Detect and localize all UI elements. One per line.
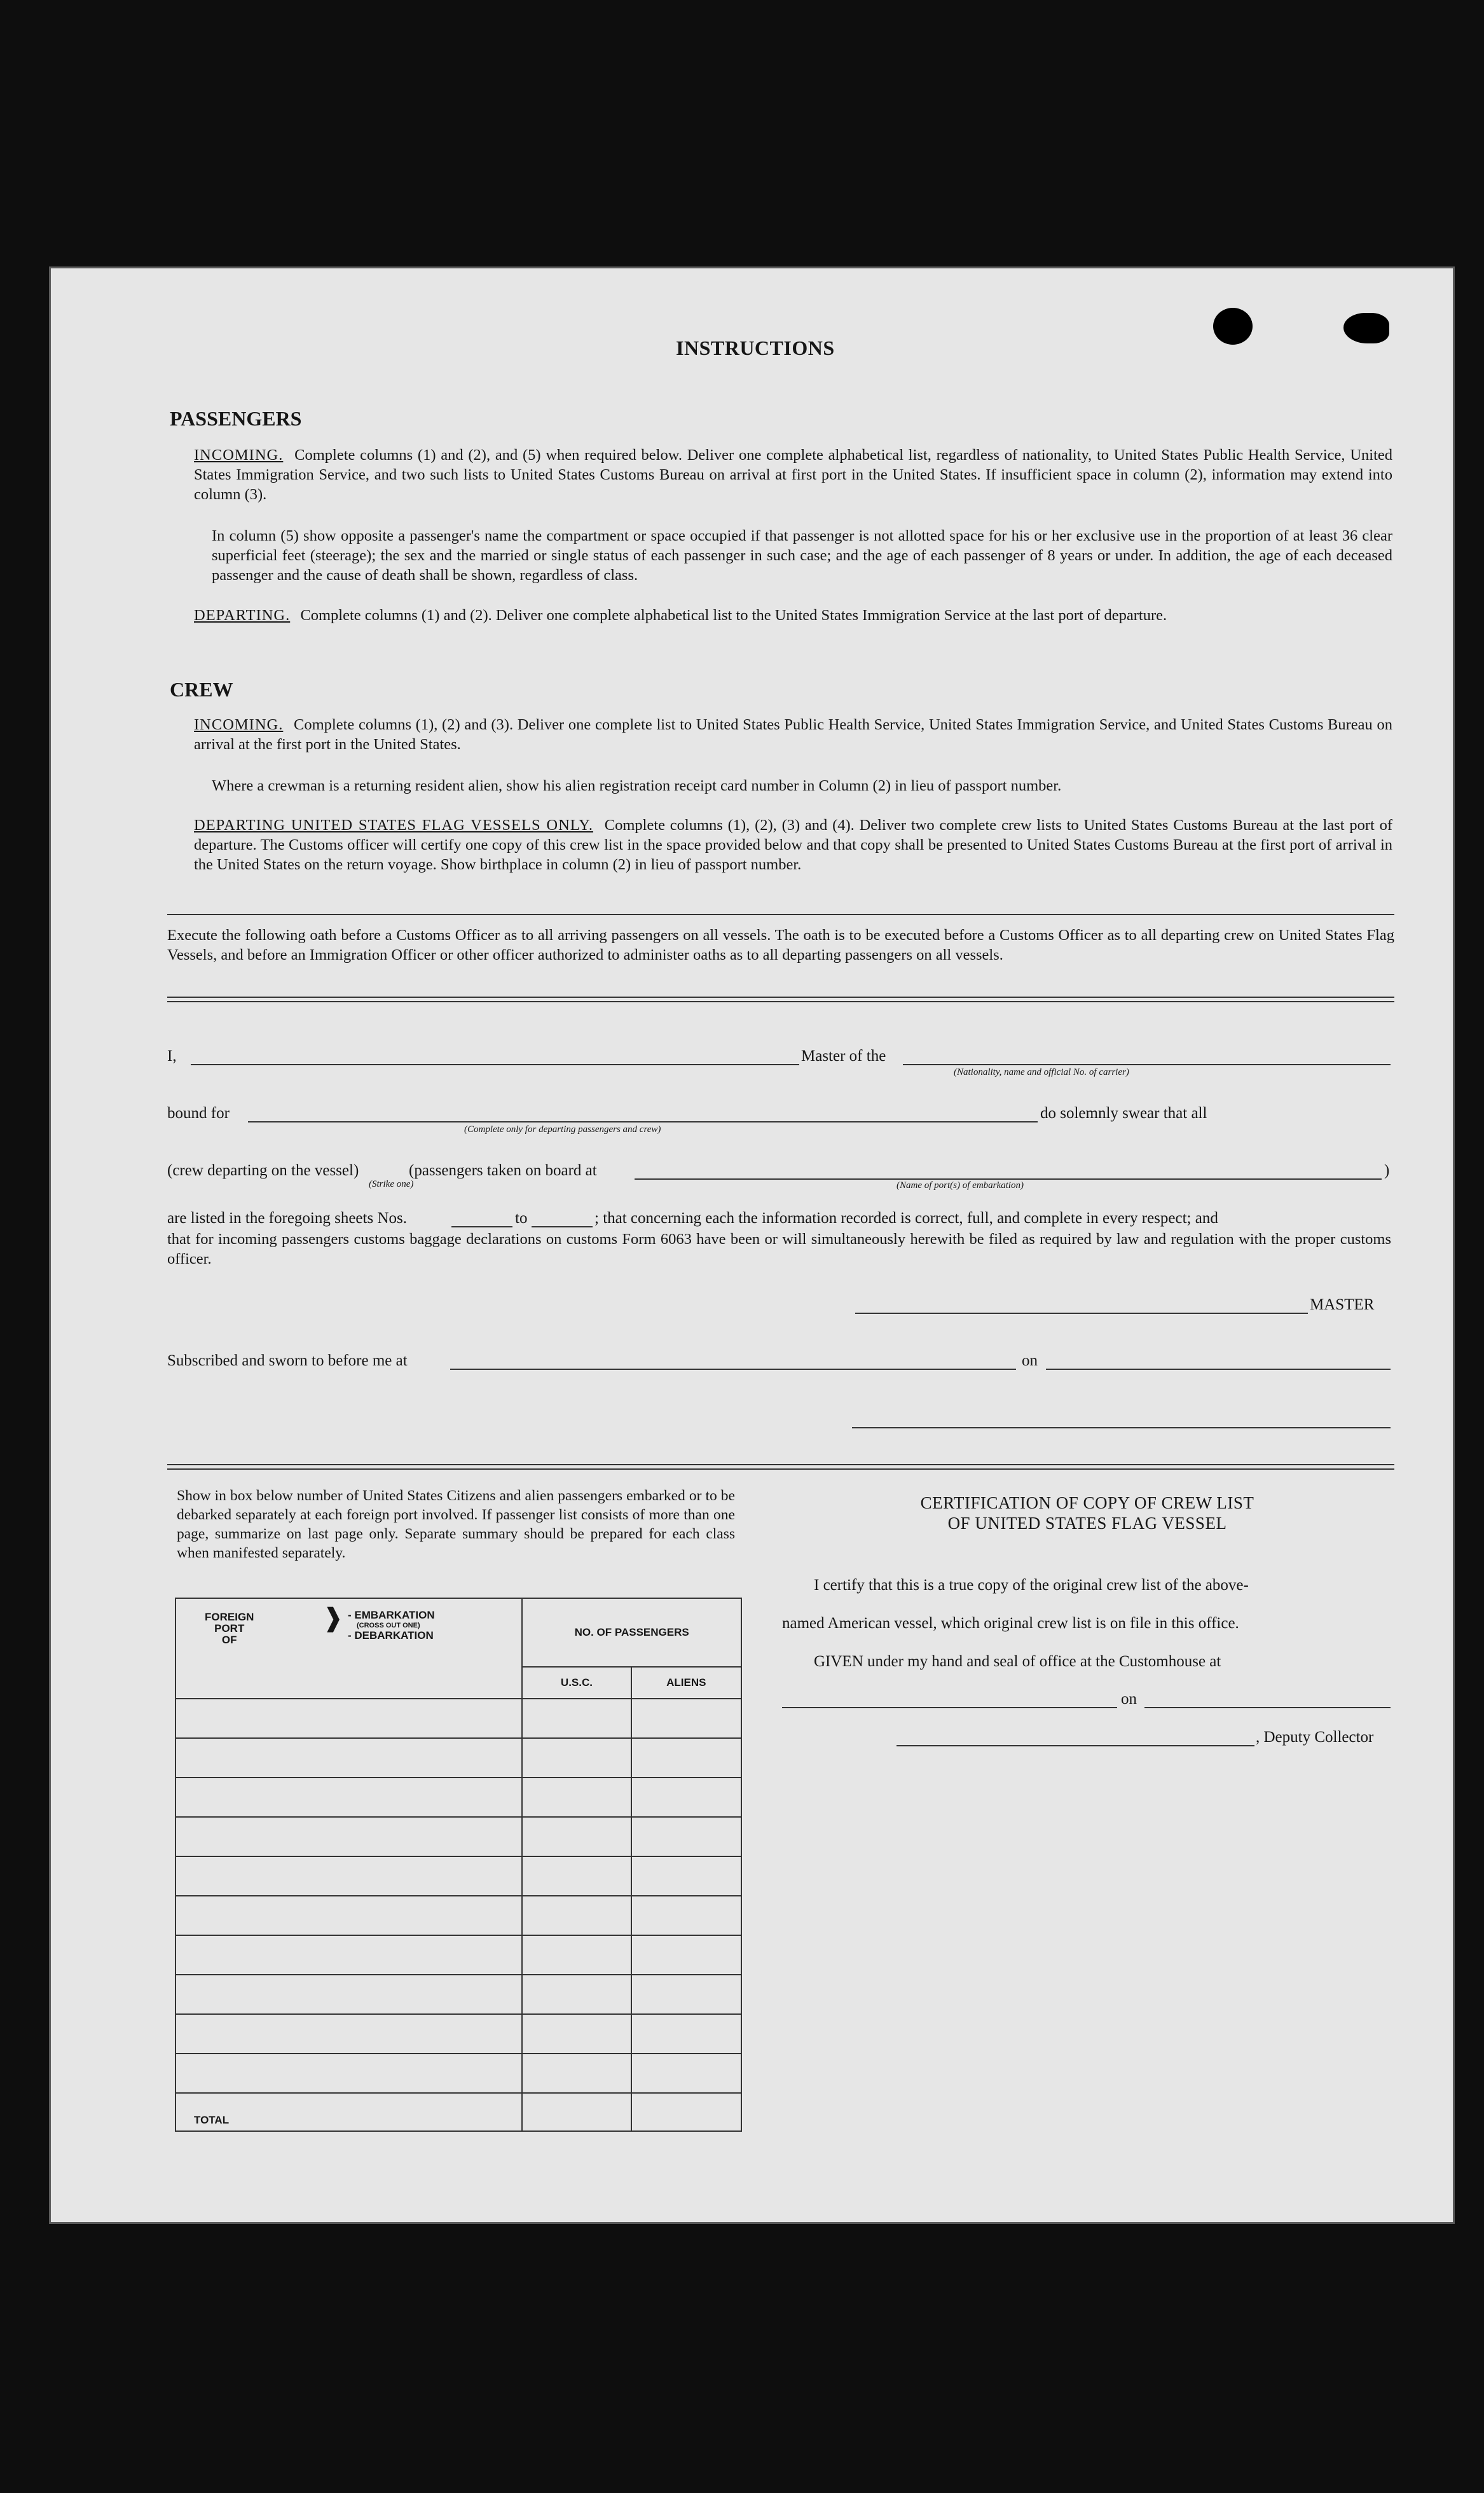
subscribed-on-label: on bbox=[1022, 1352, 1038, 1369]
usc-cell[interactable] bbox=[522, 2014, 631, 2054]
aliens-cell[interactable] bbox=[631, 1975, 741, 2014]
subscribed-date-field[interactable] bbox=[1046, 1369, 1391, 1370]
passengers-incoming-text: Complete columns (1) and (2), and (5) when required below. Deliver one complete alphabetical list, regardless of nationality, to United States Public Health Service, United States Immigration Service, and two such lists to United States Customs Bureau on arrival at first port in the United States. If insufficient space in column (2), information may extend into column (3). bbox=[194, 446, 1392, 503]
certification-heading bbox=[782, 1493, 1392, 1533]
passengers-incoming-label: INCOMING. bbox=[194, 446, 284, 464]
table-row bbox=[175, 1896, 741, 1935]
usc-cell[interactable] bbox=[522, 1738, 631, 1778]
usc-cell[interactable] bbox=[522, 1856, 631, 1896]
port-cell[interactable] bbox=[175, 1817, 522, 1856]
crew-incoming-paragraph bbox=[194, 715, 1392, 754]
crew-incoming-text: Complete columns (1), (2) and (3). Deliver one complete list to United States Public Health Service, United States Immigration Service, and United States Customs Bureau on arrival at the first port in the United States. bbox=[194, 716, 1392, 753]
double-divider-lower bbox=[167, 1464, 1394, 1470]
passengers-column5-paragraph: In column (5) show opposite a passenger's name the compartment or space occupied if that passenger is not allotted space for his or her exclusive use in the proportion of at least 36 clear superficial feet (steerage); the sex and the married or single status of each passenger in such case; and the age of each passenger of 8 years or under. In addition, the age of each deceased passenger and the cause of death shall be shown, regardless of class. bbox=[212, 527, 1392, 584]
certification-date-field[interactable] bbox=[1144, 1707, 1391, 1708]
customhouse-place-field[interactable] bbox=[782, 1707, 1117, 1708]
foreign-label: FOREIGN bbox=[205, 1611, 254, 1623]
table-row bbox=[175, 2054, 741, 2093]
do-swear-label: do solemnly swear that all bbox=[1040, 1105, 1207, 1122]
aliens-cell[interactable] bbox=[631, 1817, 741, 1856]
usc-cell[interactable] bbox=[522, 2054, 631, 2093]
certify-line1: I certify that this is a true copy of the original crew list of the above- bbox=[814, 1577, 1249, 1594]
port-cell[interactable] bbox=[175, 1778, 522, 1817]
deputy-collector-label: , Deputy Collector bbox=[1256, 1729, 1374, 1746]
aliens-cell[interactable] bbox=[631, 1856, 741, 1896]
passengers-incoming-paragraph bbox=[194, 445, 1392, 504]
passenger-summary-table bbox=[175, 1598, 742, 2132]
port-cell[interactable] bbox=[175, 1975, 522, 2014]
sheet-from-field[interactable] bbox=[451, 1226, 512, 1227]
port-cell[interactable] bbox=[175, 1896, 522, 1935]
bound-for-field[interactable] bbox=[248, 1121, 1038, 1122]
crew-flag-label: DEPARTING UNITED STATES FLAG VESSELS ONLY. bbox=[194, 817, 593, 834]
aliens-cell[interactable] bbox=[631, 1896, 741, 1935]
double-divider bbox=[167, 997, 1394, 1002]
usc-cell[interactable] bbox=[522, 1778, 631, 1817]
officer-signature-field[interactable] bbox=[852, 1427, 1391, 1428]
crew-incoming-label: INCOMING. bbox=[194, 716, 284, 733]
strike-one-note: (Strike one) bbox=[369, 1179, 414, 1189]
total-label: TOTAL bbox=[175, 2093, 522, 2131]
passengers-departing-text: Complete columns (1) and (2). Deliver one complete alphabetical list to the United States Immigration Service at the last port of departure. bbox=[300, 607, 1167, 624]
table-row bbox=[175, 1738, 741, 1778]
aliens-cell[interactable] bbox=[631, 1935, 741, 1975]
certify-line2: named American vessel, which original crew list is on file in this office. bbox=[782, 1615, 1239, 1632]
total-aliens-cell[interactable] bbox=[631, 2093, 741, 2131]
oath-continuation: that for incoming passengers customs baggage declarations on customs Form 6063 have been or will simultaneously herewith be filed as required by law and regulation with the proper customs officer. bbox=[167, 1231, 1391, 1267]
oath-i-label: I, bbox=[167, 1047, 177, 1065]
usc-cell[interactable] bbox=[522, 1896, 631, 1935]
table-row bbox=[175, 1817, 741, 1856]
table-row bbox=[175, 1935, 741, 1975]
aliens-cell[interactable] bbox=[631, 2014, 741, 2054]
usc-cell[interactable] bbox=[522, 1975, 631, 2014]
crew-flag-text: Complete columns (1), (2), (3) and (4). Deliver two complete crew lists to United States Customs Bureau at the last port of departure. The Customs officer will certify one copy of this crew list in the space provided below and that copy shall be presented to United States Customs Bureau at the first port of arrival in the United States on the return voyage. Show birthplace in column (2) in lieu of passport number. bbox=[194, 817, 1392, 873]
given-line: GIVEN under my hand and seal of office at the Customhouse at bbox=[814, 1653, 1221, 1670]
listed-rest: ; that concerning each the information recorded is correct, full, and complete in every respect; and bbox=[594, 1210, 1218, 1227]
master-of-label: Master of the bbox=[801, 1047, 886, 1065]
divider bbox=[167, 914, 1394, 915]
master-signature-field[interactable] bbox=[855, 1313, 1308, 1314]
embarkation-options bbox=[348, 1610, 435, 1641]
subscribed-place-field[interactable] bbox=[450, 1369, 1016, 1370]
table-row bbox=[175, 2014, 741, 2054]
bound-for-label: bound for bbox=[167, 1105, 230, 1122]
foreign-port-label bbox=[205, 1612, 254, 1646]
no-of-passengers-header: NO. OF PASSENGERS bbox=[522, 1598, 741, 1667]
punch-hole-right bbox=[1343, 313, 1389, 343]
carrier-field[interactable] bbox=[903, 1064, 1391, 1065]
table-row bbox=[175, 1975, 741, 2014]
punch-hole-left bbox=[1213, 308, 1253, 345]
debarkation-label: - DEBARKATION bbox=[348, 1629, 434, 1641]
aliens-cell[interactable] bbox=[631, 1778, 741, 1817]
to-label: to bbox=[515, 1210, 528, 1227]
usc-cell[interactable] bbox=[522, 1817, 631, 1856]
usc-cell[interactable] bbox=[522, 1699, 631, 1738]
ports-note: (Name of port(s) of embarkation) bbox=[897, 1180, 1024, 1191]
nationality-note: (Nationality, name and official No. of carrier) bbox=[954, 1067, 1129, 1077]
close-paren: ) bbox=[1384, 1162, 1390, 1179]
passengers-taken-label: (passengers taken on board at bbox=[409, 1162, 597, 1179]
crew-flag-paragraph bbox=[194, 815, 1392, 874]
master-label: MASTER bbox=[1310, 1296, 1375, 1313]
oath-intro: Execute the following oath before a Customs Officer as to all arriving passengers on all vessels. The oath is to be executed before a Customs Officer as to all departing crew on United States Flag Vessels, and before an Immigration Officer or other officer authorized to administer oaths as to all departing passengers on all vessels. bbox=[167, 927, 1394, 963]
port-cell[interactable] bbox=[175, 1856, 522, 1896]
table-row bbox=[175, 1778, 741, 1817]
crew-resident-paragraph: Where a crewman is a returning resident alien, show his alien registration receipt card number in Column (2) in lieu of passport number. bbox=[212, 777, 1062, 794]
of-label: OF bbox=[221, 1634, 237, 1646]
certification-heading-line1: CERTIFICATION OF COPY OF CREW LIST bbox=[920, 1493, 1254, 1512]
aliens-cell[interactable] bbox=[631, 1738, 741, 1778]
port-cell[interactable] bbox=[175, 1935, 522, 1975]
form-page bbox=[51, 268, 1453, 2222]
cross-out-label: (CROSS OUT ONE) bbox=[357, 1622, 420, 1629]
port-label: PORT bbox=[214, 1622, 245, 1634]
embarkation-ports-field[interactable] bbox=[635, 1178, 1382, 1180]
certification-on-label: on bbox=[1121, 1690, 1137, 1708]
port-cell[interactable] bbox=[175, 2054, 522, 2093]
passengers-departing-paragraph bbox=[194, 605, 1392, 625]
bracket-glyph: ❱ bbox=[322, 1604, 344, 1632]
foreign-port-header bbox=[175, 1598, 522, 1699]
page-title: INSTRUCTIONS bbox=[676, 336, 835, 359]
aliens-header: ALIENS bbox=[631, 1667, 741, 1699]
usc-header: U.S.C. bbox=[522, 1667, 631, 1699]
sheet-to-field[interactable] bbox=[532, 1226, 593, 1227]
usc-cell[interactable] bbox=[522, 1935, 631, 1975]
master-name-field[interactable] bbox=[191, 1064, 799, 1065]
crew-departing-label: (crew departing on the vessel) bbox=[167, 1162, 359, 1179]
deputy-signature-field[interactable] bbox=[897, 1745, 1254, 1746]
certification-heading-line2: OF UNITED STATES FLAG VESSEL bbox=[947, 1514, 1227, 1533]
total-usc-cell[interactable] bbox=[522, 2093, 631, 2131]
table-row bbox=[175, 1856, 741, 1896]
aliens-cell[interactable] bbox=[631, 1699, 741, 1738]
table-row bbox=[175, 1699, 741, 1738]
aliens-cell[interactable] bbox=[631, 2054, 741, 2093]
summary-instructions: Show in box below number of United States Citizens and alien passengers embarked or to be debarked separately at each foreign port involved. If passenger list consists of more than one page, summarize on last page only. Separate summary should be prepared for each class when manifested separately. bbox=[177, 1488, 735, 1561]
port-cell[interactable] bbox=[175, 2014, 522, 2054]
passengers-heading: PASSENGERS bbox=[170, 407, 302, 430]
embarkation-label: - EMBARKATION bbox=[348, 1609, 435, 1621]
passengers-departing-label: DEPARTING. bbox=[194, 607, 291, 624]
subscribed-label: Subscribed and sworn to before me at bbox=[167, 1352, 408, 1369]
port-cell[interactable] bbox=[175, 1738, 522, 1778]
complete-only-note: (Complete only for departing passengers and crew) bbox=[464, 1124, 661, 1135]
listed-prefix: are listed in the foregoing sheets Nos. bbox=[167, 1210, 407, 1227]
port-cell[interactable] bbox=[175, 1699, 522, 1738]
crew-heading: CREW bbox=[170, 678, 233, 701]
